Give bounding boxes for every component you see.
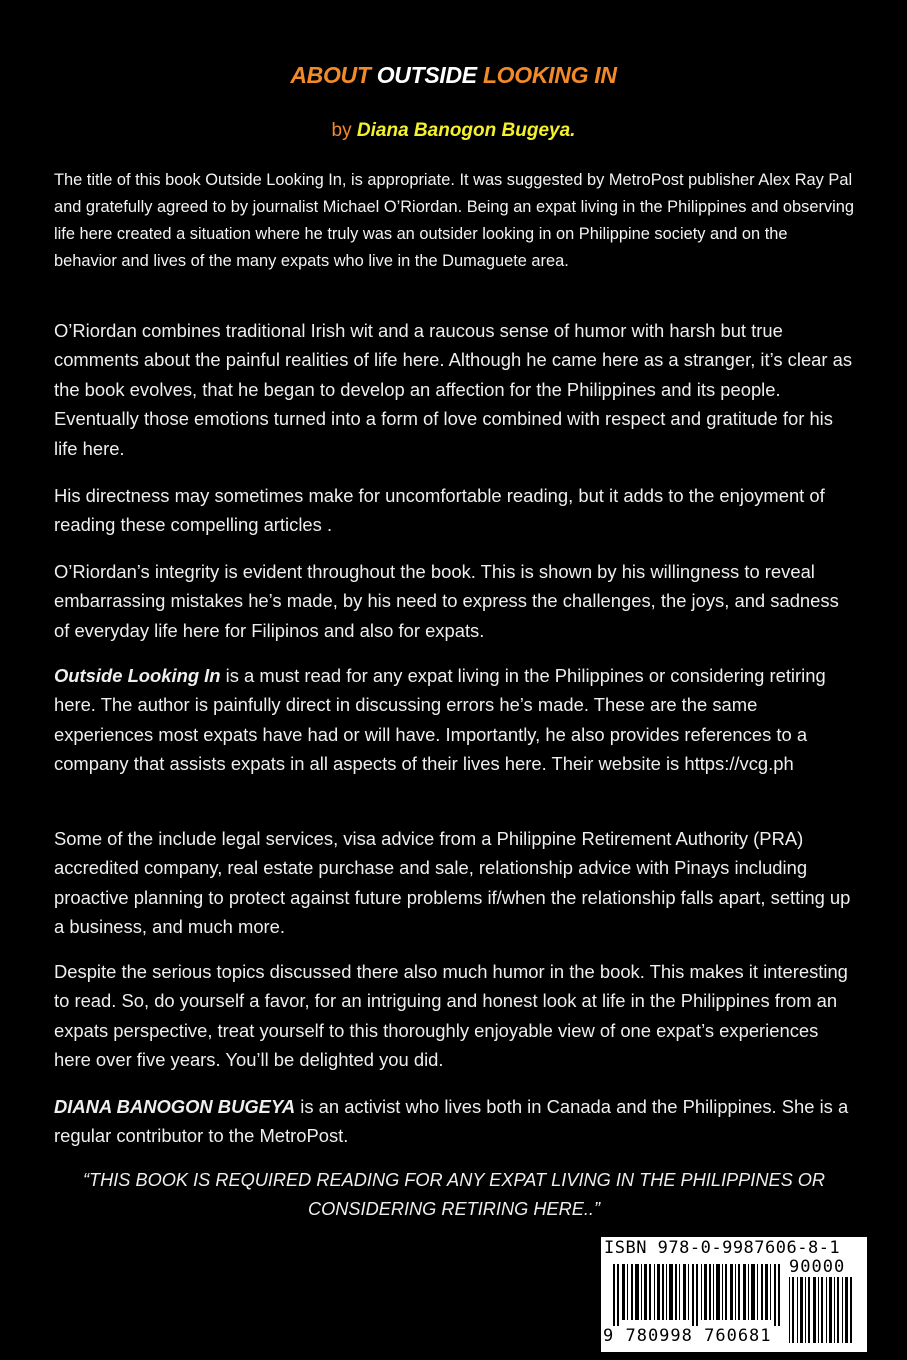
title-about: ABOUT [290,62,371,88]
byline [0,120,907,142]
byline-author: Diana Banogon Bugeya. [356,120,576,141]
paragraph-directness: His directness may sometimes make for uncomfortable reading, but it adds to the enjoyment of reading these compelling articles . [54,485,825,536]
barcode-number: 9 780998 760681 [603,1326,772,1346]
pull-quote: “THIS BOOK IS REQUIRED READING FOR ANY EXPAT LIVING IN THE PHILIPPINES OR CONSIDERING RETIRING HERE..” [82,1170,826,1220]
addon-bars-icon [789,1277,855,1343]
paragraph-must-read [54,661,854,779]
title-outside: OUTSIDE [376,62,477,88]
paragraph-must-read-text: is a must read for any expat living in the Philippines or considering retiring here. The author is painfully direct in discussing errors he’s made. These are the same experiences most expats have had or will have. Importantly, he also provides references to a company that assists expats in all aspects of their lives here. Their website is https://vcg.ph [54,665,826,775]
paragraph-wit: O’Riordan combines traditional Irish wit and a raucous sense of humor with harsh but true comments about the painful realities of life here. Although he came here as a stranger, it’s clear as the book evolves, that he began to develop an affection for the Philippines and its people. Eventually those emotions turned into a form of love combined with respect and gratitude for his life here. [54,320,853,459]
paragraph-integrity: O’Riordan’s integrity is evident throughout the book. This is shown by his willingness to reveal embarrassing mistakes he’s made, by his need to express the challenges, the joys, and sadness of everyday life here for Filipinos and also for expats. [54,561,839,641]
isbn-label: ISBN 978-0-9987606-8-1 [604,1238,841,1258]
isbn-barcode [601,1237,867,1352]
paragraph-intro: The title of this book Outside Looking In, is appropriate. It was suggested by MetroPost publisher Alex Ray Pal and gratefully agreed to by journalist Michael O’Riordan. Being an expat living in the Philippines and observing life here created a situation where he truly was an outsider looking in on Philippine society and on the behavior and lives of the many expats who live in the Dumaguete area. [54,171,854,270]
paragraph-humor: Despite the serious topics discussed there also much humor in the book. This makes it interesting to read. So, do yourself a favor, for an intriguing and honest look at life in the Philippines from an expats perspective, treat yourself to this thoroughly enjoyable view of one expat’s experiences here over five years. You’ll be delighted you did. [54,961,848,1071]
byline-by: by [331,120,352,141]
author-name-inline: DIANA BANOGON BUGEYA [54,1096,296,1117]
barcode-bars-icon [613,1264,781,1326]
price-code: 90000 [789,1257,846,1277]
paragraph-about-author-text: is an activist who lives both in Canada and the Philippines. She is a regular contributor to the MetroPost. [54,1096,849,1147]
page-title [0,62,907,89]
book-title-inline: Outside Looking In [54,665,221,686]
title-looking-in: LOOKING IN [482,62,617,88]
paragraph-services: Some of the include legal services, visa advice from a Philippine Retirement Authority (PRA) accredited company, real estate purchase and sale, relationship advice with Pinays including proactive planning to protect against future problems if/when the relationship falls apart, setting up a business, and much more. [54,828,851,938]
paragraph-about-author [54,1092,854,1151]
